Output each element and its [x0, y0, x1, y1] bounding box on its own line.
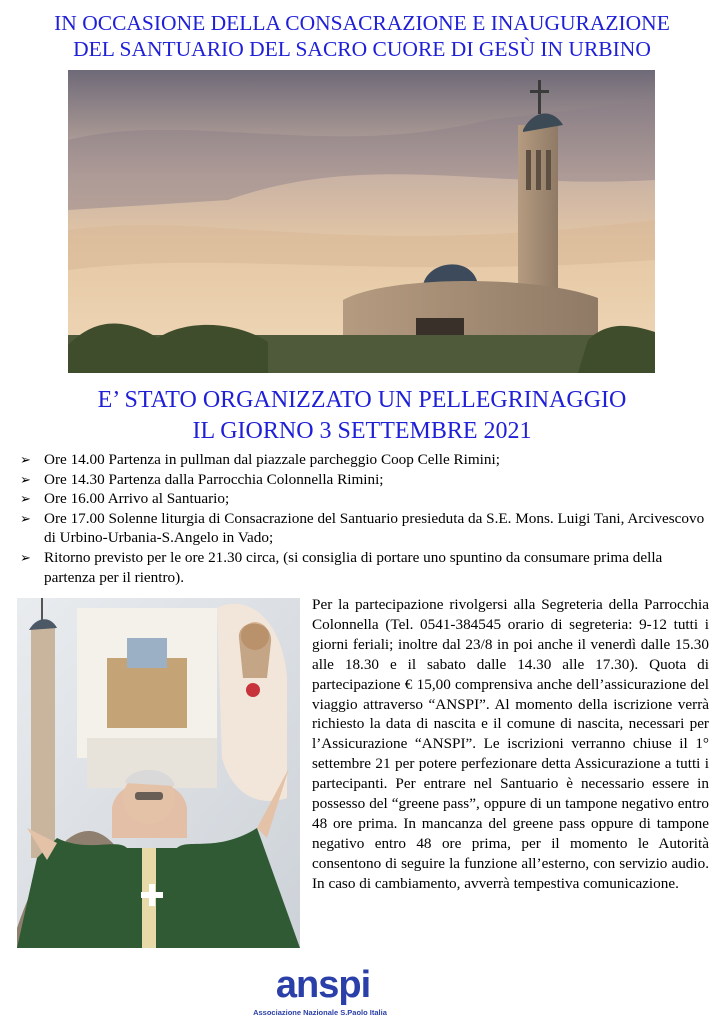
header-line-1: IN OCCASIONE DELLA CONSACRAZIONE E INAUGURAZIONE [54, 11, 670, 35]
header-line-2: DEL SANTUARIO DEL SACRO CUORE DI GESÙ IN URBINO [73, 37, 651, 61]
arrow-bullet-icon: ➢ [20, 549, 31, 565]
arrow-bullet-icon: ➢ [20, 471, 31, 487]
schedule-item [20, 489, 710, 509]
arrow-bullet-icon: ➢ [20, 491, 31, 507]
schedule-item-text: Ore 14.30 Partenza dalla Parrocchia Colonnella Rimini; [44, 470, 384, 488]
collage-photo [17, 598, 300, 948]
schedule-item [20, 470, 710, 490]
info-paragraph: Per la partecipazione rivolgersi alla Segreteria della Parrocchia Colonnella (Tel. 0541-384545 orario di segreteria: 9-12 tutti i giorni feriali; inoltre dal 23/8 in poi anche il venerdì dalle 15.30 alle 18.30 e il sabato dalle 14.30 alle 17.30). Quota di partecipazione € 15,00 comprensiva anche dell’assicurazione del viaggio attraverso “ANSPI”. Al momento della iscrizione verrà richiesto la data di nascita e il comune di nascita, necessari per l’Assicurazione “ANSPI”. Le iscrizioni verranno chiuse il 1° settembre 21 per potere perfezionare detta Assicurazione a tutti i partecipanti. Per entrare nel Santuario è necessario essere in possesso del “greene pass”, oppure di un tampone negativo entro 48 ore prima. In mancanza del greene pass oppure di tampone negativo entro 48 ore prima, per il momento le Autorità consentono di seguire la funzione all’esterno, con servizio audio. In caso di cambiamento, avverrà tempestiva comunicazione. [312, 596, 709, 892]
schedule-item-text: Ore 14.00 Partenza in pullman dal piazzale parcheggio Coop Celle Rimini; [44, 451, 500, 468]
schedule-item [20, 548, 710, 587]
arrow-bullet-icon: ➢ [20, 510, 31, 526]
sanctuary-exterior-photo [68, 70, 655, 373]
announcement-line-2: IL GIORNO 3 SETTEMBRE 2021 [192, 418, 532, 444]
logo-tagline: Associazione Nazionale S.Paolo Italia [253, 1008, 387, 1017]
schedule-item-text: Ritorno previsto per le ore 21.30 circa, (si consiglia di portare uno spuntino da consumare prima della partenza per il rientro). [44, 548, 663, 586]
schedule-list [20, 450, 710, 587]
schedule-item [20, 509, 710, 548]
announcement-line-1: E’ STATO ORGANIZZATO UN PELLEGRINAGGIO [97, 387, 627, 413]
arrow-bullet-icon: ➢ [20, 452, 31, 467]
schedule-item-text: Ore 17.00 Solenne liturgia di Consacrazione del Santuario presieduta da S.E. Mons. Luigi Tani, Arcivescovo di Urbino-Urbania-S.Angelo in Vado; [44, 509, 705, 547]
schedule-item-text: Ore 16.00 Arrivo al Santuario; [44, 490, 230, 508]
logo-word: anspi [275, 964, 371, 1006]
schedule-item [20, 450, 710, 470]
anspi-logo [245, 965, 395, 1019]
